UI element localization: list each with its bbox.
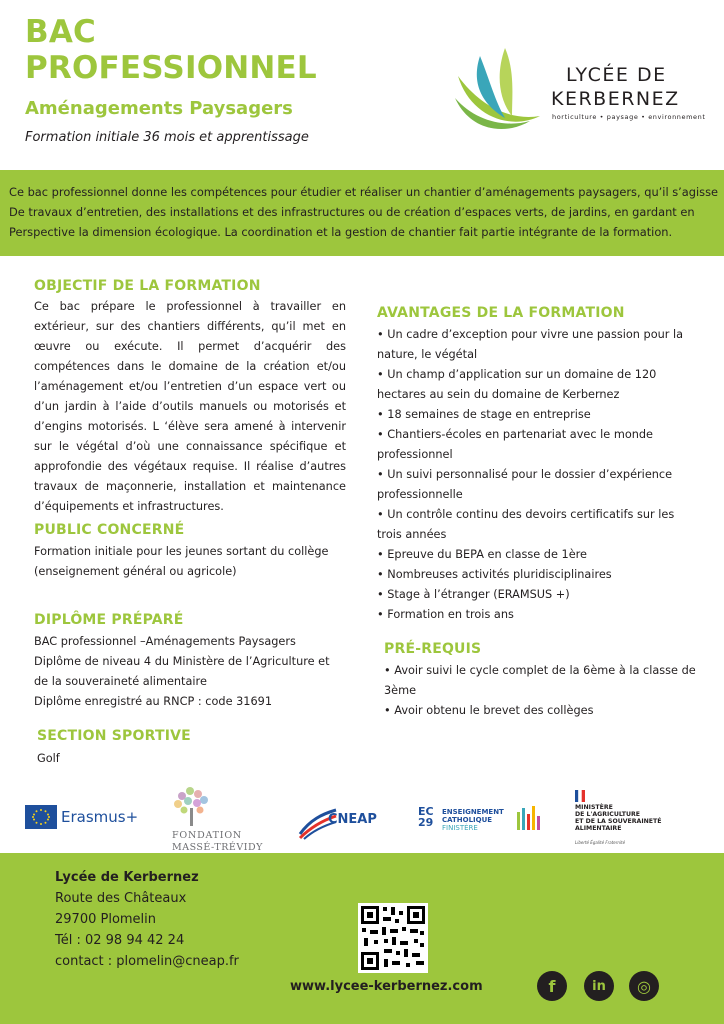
intro-line: Ce bac professionnel donne les compétences pour étudier et réaliser un chantier d’aménagements paysagers, qu’il s’agisse: [9, 185, 719, 199]
linkedin-glyph: in: [592, 978, 606, 994]
list-item: • Chantiers-écoles en partenariat avec le monde professionnel: [377, 428, 654, 461]
intro-line: Perspective la dimension écologique. La coordination et la gestion de chantier fait partie intégrante de la formation.: [9, 225, 673, 239]
list-item: • Un contrôle continu des devoirs certificatifs sur les trois années: [377, 508, 675, 541]
lycee-logo: [450, 40, 710, 140]
diplome-line: Diplôme enregistré au RNCP : code 31691: [34, 695, 273, 708]
fondation-logo: [160, 784, 270, 854]
contact-block: [55, 867, 239, 972]
list-item: • Un champ d’application sur un domaine de 120 hectares au sein du domaine de Kerbernez: [377, 368, 657, 401]
list-item: • 18 semaines de stage en entreprise: [377, 408, 591, 421]
ministere-text: [575, 804, 661, 832]
diplome-line: de la souveraineté alimentaire: [34, 675, 207, 688]
instagram-icon[interactable]: [629, 971, 659, 1001]
title-line-1: BAC: [25, 14, 96, 50]
section-heading: OBJECTIF DE LA FORMATION: [34, 278, 261, 294]
leaf-logo-icon: [450, 46, 545, 136]
diplome-line: Diplôme de niveau 4 du Ministère de l’Agriculture et: [34, 655, 330, 668]
section-heading: DIPLÔME PRÉPARÉ: [34, 612, 184, 628]
section-heading: PRÉ-REQUIS: [384, 641, 482, 657]
sport-text: Golf: [37, 752, 60, 765]
list-item: • Nombreuses activités pluridisciplinaires: [377, 568, 612, 581]
fondation-label-1: FONDATION: [172, 830, 243, 841]
list-item: • Un suivi personnalisé pour le dossier d’expérience professionnelle: [377, 468, 673, 501]
section-prerequis: [384, 639, 704, 721]
logo-name-line-2: KERBERNEZ: [551, 88, 680, 110]
section-objectif: [34, 276, 346, 517]
list-item: • Epreuve du BEPA en classe de 1ère: [377, 548, 587, 561]
intro-line: De travaux d’entretien, des installations et des infrastructures ou de création d’espaces verts, de jardins, en gardant en: [9, 205, 695, 219]
section-public: [34, 520, 346, 582]
fondation-label-2: MASSÉ-TRÉVIDY: [172, 842, 263, 853]
ec29-text: [442, 808, 504, 832]
partner-logos: [0, 780, 724, 853]
ec29-line-3: FINISTÈRE: [442, 824, 478, 832]
facebook-icon[interactable]: [537, 971, 567, 1001]
cneap-logo: [298, 802, 388, 842]
section-avantages: [377, 303, 697, 625]
logo-name-line-1: LYCÉE DE: [566, 64, 667, 86]
intro-band: [0, 170, 724, 256]
website-link[interactable]: www.lycee-kerbernez.com: [290, 979, 483, 994]
public-text: Formation initiale pour les jeunes sortant du collège (enseignement général ou agricole): [34, 545, 329, 578]
ministere-line-3: ET DE LA SOUVERAINETÉ: [575, 818, 662, 825]
address-line-1: Route des Châteaux: [55, 891, 187, 906]
tree-icon: [170, 784, 215, 828]
section-diplome: [34, 610, 346, 712]
formation-type: Formation initiale 36 mois et apprentissage: [25, 130, 309, 145]
footer: [0, 853, 724, 1024]
list-item: • Formation en trois ans: [377, 608, 514, 621]
prerequis-list: [384, 661, 704, 721]
ec29-logo: [418, 806, 548, 846]
list-item: • Stage à l’étranger (ERAMSUS +): [377, 588, 570, 601]
title-line-2: PROFESSIONNEL: [25, 50, 317, 86]
email-contact[interactable]: contact : plomelin@cneap.fr: [55, 954, 239, 969]
logo-tagline: horticulture • paysage • environnement: [552, 113, 706, 121]
erasmus-logo: [25, 804, 138, 830]
list-item: • Avoir obtenu le brevet des collèges: [384, 704, 594, 717]
cneap-label: CNEAP: [328, 812, 377, 827]
ec29-line-1: ENSEIGNEMENT: [442, 808, 504, 816]
avantages-list: [377, 325, 697, 625]
ministere-logo: [575, 790, 665, 850]
ministere-line-4: ALIMENTAIRE: [575, 825, 622, 832]
marianne-flag-icon: [575, 790, 585, 802]
ec29-code: EC 29: [418, 805, 434, 829]
ec29-bars-icon: [516, 804, 546, 830]
erasmus-label: Erasmus+: [61, 808, 139, 826]
ministere-line-1: MINISTÈRE: [575, 804, 613, 811]
section-sport: [37, 726, 349, 769]
ec29-line-2: CATHOLIQUE: [442, 816, 493, 824]
ministere-line-2: DE L'AGRICULTURE: [575, 811, 641, 818]
phone: Tél : 02 98 94 42 24: [55, 933, 185, 948]
eu-flag-icon: [25, 805, 57, 829]
school-name: Lycée de Kerbernez: [55, 870, 199, 885]
facebook-glyph: f: [548, 976, 556, 996]
list-item: • Avoir suivi le cycle complet de la 6ème à la classe de 3ème: [384, 664, 696, 697]
address-line-2: 29700 Plomelin: [55, 912, 157, 927]
section-heading: AVANTAGES DE LA FORMATION: [377, 305, 625, 321]
page-title: [25, 14, 317, 86]
objectif-text: Ce bac prépare le professionnel à travailler en extérieur, sur des chantiers différents, qu’il met en œuvre ou exécute. Il permet d’acquérir des compétences dans le domaine de la création et/ou l’aménagement et/ou l’entretien d’un espace vert ou d’un jardin à l’aide d’outils manuels ou motorisés et d’engins motorisés. L ‘élève sera amené à intervenir sur le végétal d’où une connaissance spécifique et approfondie des végétaux requise. Il réalise d’autres travaux de maçonnerie, installation et maintenance d’équipements et infrastructures.: [34, 300, 346, 513]
ministere-devise: Liberté Égalité Fraternité: [575, 840, 626, 845]
qr-code-icon[interactable]: [358, 903, 428, 973]
header: [0, 0, 724, 170]
instagram-glyph: ◎: [637, 976, 651, 996]
linkedin-icon[interactable]: [584, 971, 614, 1001]
section-heading: SECTION SPORTIVE: [37, 728, 191, 744]
page-subtitle: Aménagements Paysagers: [25, 98, 293, 119]
section-heading: PUBLIC CONCERNÉ: [34, 522, 185, 538]
list-item: • Un cadre d’exception pour vivre une passion pour la nature, le végétal: [377, 328, 684, 361]
diplome-line: BAC professionnel –Aménagements Paysagers: [34, 635, 296, 648]
